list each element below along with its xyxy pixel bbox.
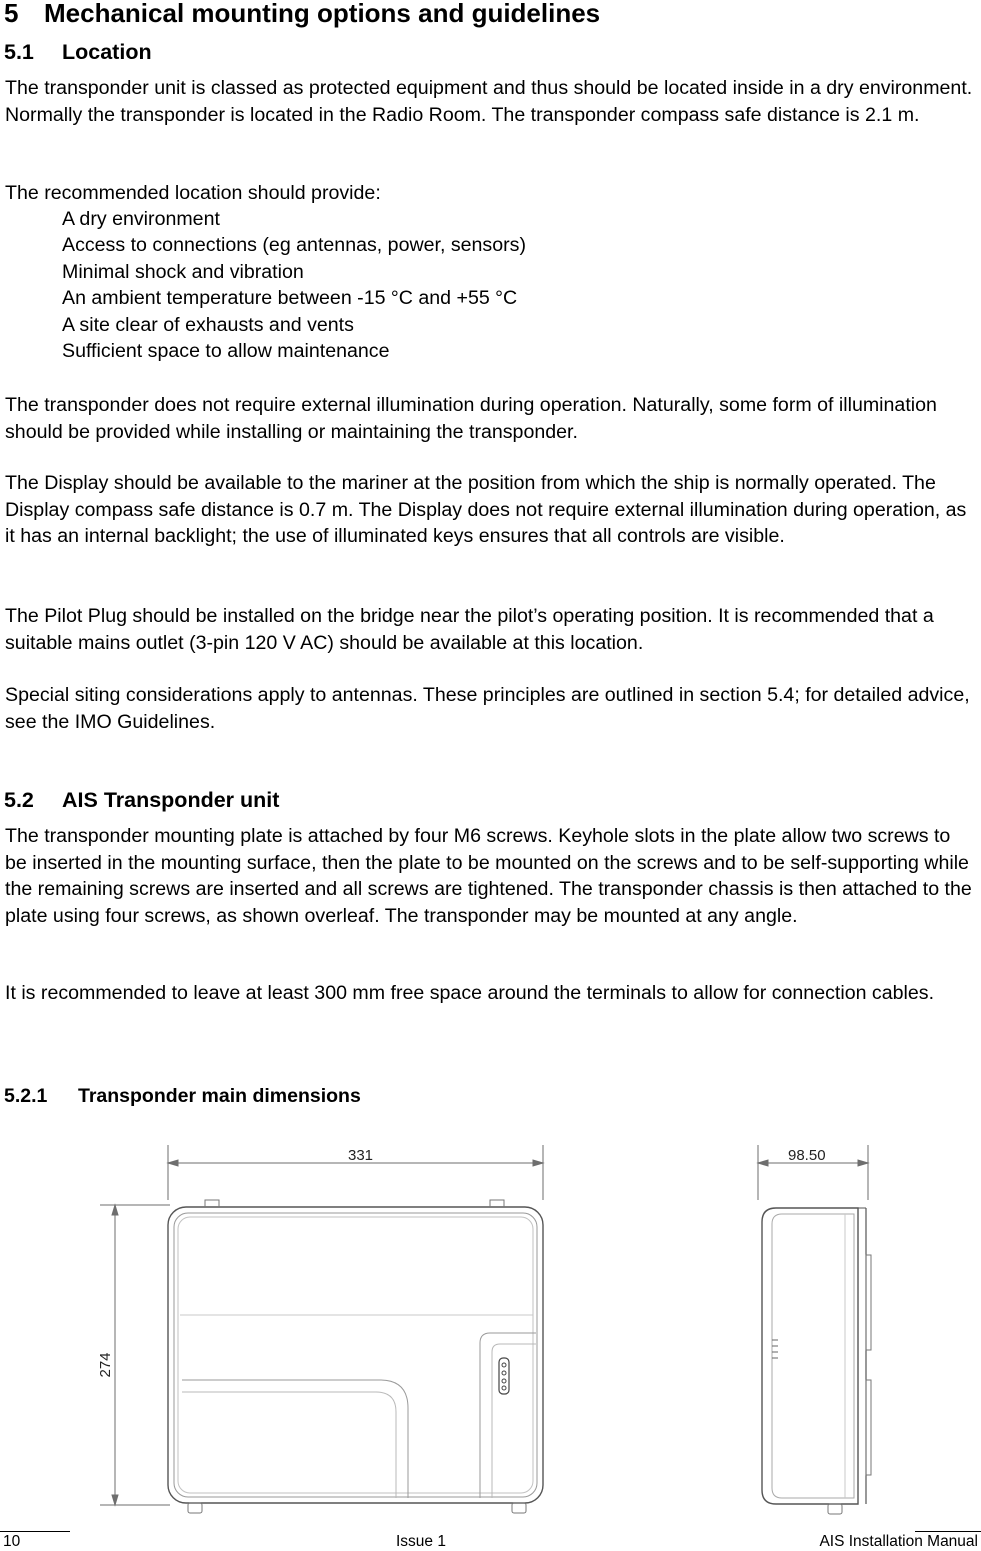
footer-rule-right xyxy=(915,1531,981,1532)
list-item: A site clear of exhausts and vents xyxy=(62,313,354,336)
transponder-paragraph-2: It is recommended to leave at least 300 mm free space around the terminals to allow for connection cables. xyxy=(5,982,935,1004)
subsection-number: 5.1 xyxy=(4,40,34,64)
location-paragraph-4: The Pilot Plug should be installed on the bridge near the pilot’s operating position. It is recommended that a suitable mains outlet (3-pin 120 V AC) should be available at this location. xyxy=(5,605,934,654)
section-heading xyxy=(4,0,600,29)
subsection-title: AIS Transponder unit xyxy=(62,788,280,812)
subsection-number: 5.2 xyxy=(4,788,34,812)
footer-page-number: 10 xyxy=(3,1533,21,1550)
transponder-paragraph-1: The transponder mounting plate is attached by four M6 screws. Keyhole slots in the plate allow two screws to be inserted in the mounting surface, then the plate to be mounted on the screws and to be self-supporting while the remaining screws are inserted and all screws are tightened. The transponder chassis is then attached to the plate using four screws, as shown overleaf. The transponder may be mounted at any angle. xyxy=(5,825,972,927)
location-list-intro: The recommended location should provide: xyxy=(5,182,381,204)
subsubsection-heading-dimensions xyxy=(4,1085,361,1108)
subsubsection-title: Transponder main dimensions xyxy=(78,1085,361,1107)
height-dimension-label: 274 xyxy=(97,1352,114,1378)
transponder-side-view xyxy=(762,1208,871,1514)
transponder-dimension-drawing xyxy=(0,1130,981,1530)
location-paragraph-3: The Display should be available to the mariner at the position from which the ship is normally operated. The Display compass safe distance is 0.7 m. The Display does not require external illumination during operation, as it has an internal backlight; the use of illuminated keys ensures that all controls are visible. xyxy=(5,472,967,548)
list-item: Access to connections (eg antennas, power, sensors) xyxy=(62,234,526,257)
list-item: A dry environment xyxy=(62,208,220,230)
list-item: Minimal shock and vibration xyxy=(62,260,304,283)
transponder-front-view xyxy=(168,1200,543,1513)
subsection-heading-transponder xyxy=(4,788,279,813)
subsection-title: Location xyxy=(62,40,152,64)
footer-manual-title: AIS Installation Manual xyxy=(819,1533,978,1550)
width-dimension-label: 331 xyxy=(348,1147,374,1164)
location-paragraph-1: The transponder unit is classed as protected equipment and thus should be located inside in a dry environment. Normally the transponder is located in the Radio Room. The transponder compass safe distance is 2.1 m. xyxy=(5,77,973,126)
depth-dimension-label: 98.50 xyxy=(788,1147,826,1164)
section-number: 5 xyxy=(4,0,19,28)
location-paragraph-2: The transponder does not require external illumination during operation. Naturally, some form of illumination should be provided while installing or maintaining the transponder. xyxy=(5,394,937,443)
location-paragraph-5: Special siting considerations apply to antennas. These principles are outlined in section 5.4; for detailed advice, see the IMO Guidelines. xyxy=(5,684,970,733)
list-item: Sufficient space to allow maintenance xyxy=(62,340,390,363)
section-title: Mechanical mounting options and guidelines xyxy=(44,0,601,28)
subsubsection-number: 5.2.1 xyxy=(4,1085,48,1107)
footer-issue: Issue 1 xyxy=(396,1533,446,1550)
subsection-heading-location xyxy=(4,40,152,65)
footer-rule-left xyxy=(0,1531,70,1532)
location-requirements-list xyxy=(62,206,862,364)
list-item: An ambient temperature between -15 °C and +55 °C xyxy=(62,287,518,310)
